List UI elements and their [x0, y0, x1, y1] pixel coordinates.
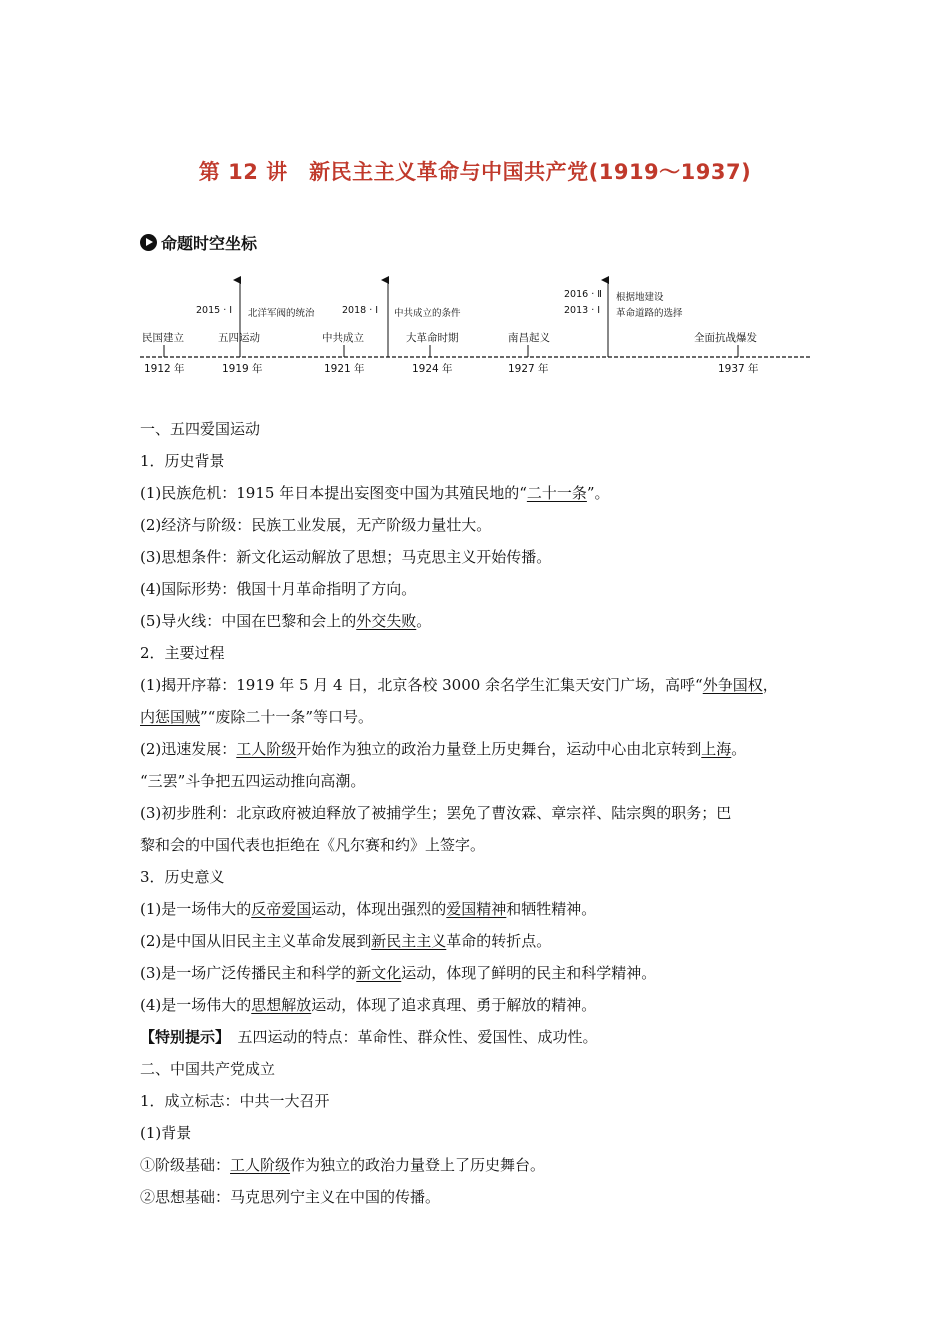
year-label: 1921 年 — [324, 363, 365, 375]
paragraph-line: ①阶级基础：工人阶级作为独立的政治力量登上了历史舞台。 — [140, 1156, 546, 1174]
keyword-underline: 内惩国贼 — [140, 708, 201, 726]
paragraph-line: (1)民族危机：1915 年日本提出妄图变中国为其殖民地的“二十一条”。 — [140, 484, 610, 502]
subheading: 2．主要过程 — [140, 644, 225, 662]
year-label: 1924 年 — [412, 363, 453, 375]
paragraph-line: (3)是一场广泛传播民主和科学的新文化运动，体现了鲜明的民主和科学精神。 — [140, 964, 657, 982]
section-heading-2: 二、中国共产党成立 — [140, 1060, 276, 1078]
paragraph-line: ②思想基础：马克思列宁主义在中国的传播。 — [140, 1188, 441, 1206]
subheading: 1．成立标志：中共一大召开 — [140, 1092, 330, 1110]
keyword-underline: 新文化 — [356, 964, 402, 982]
exam-tag-2015: 2015 · Ⅰ — [196, 305, 233, 316]
subheading: 3．历史意义 — [140, 868, 225, 886]
keyword-underline: 二十一条 — [526, 484, 587, 502]
keyword-underline: 爱国精神 — [446, 900, 507, 918]
timeline-diagram — [136, 275, 816, 385]
event-label: 民国建立 — [142, 332, 184, 344]
keyword-underline: 工人阶级 — [230, 1156, 291, 1174]
paragraph-line: 内惩国贼”“废除二十一条”等口号。 — [140, 708, 374, 726]
paragraph-line: “三罢”斗争把五四运动推向高潮。 — [140, 772, 366, 790]
event-label: 五四运动 — [218, 332, 260, 344]
play-icon — [140, 234, 157, 251]
section-heading-1: 一、五四爱国运动 — [140, 420, 261, 438]
keyword-underline: 新民主主义 — [371, 932, 447, 950]
special-tip-label: 【特别提示】 — [140, 1028, 223, 1046]
keyword-underline: 工人阶级 — [236, 740, 297, 758]
topic-revolution-path: 革命道路的选择 — [616, 308, 683, 319]
section-label: 命题时空坐标 — [161, 234, 258, 253]
keyword-underline: 外交失败 — [356, 612, 417, 630]
paragraph-line: (4)是一场伟大的思想解放运动，体现了追求真理、勇于解放的精神。 — [140, 996, 597, 1014]
exam-tag-2018: 2018 · Ⅰ — [342, 305, 379, 316]
topic-ccp-conditions: 中共成立的条件 — [394, 308, 461, 319]
keyword-underline: 反帝爱国 — [251, 900, 312, 918]
paragraph-line: (1)是一场伟大的反帝爱国运动，体现出强烈的爱国精神和牺牲精神。 — [140, 900, 597, 918]
keyword-underline: 上海 — [701, 740, 732, 758]
paragraph-line: (3)思想条件：新文化运动解放了思想；马克思主义开始传播。 — [140, 548, 552, 566]
topic-base-area: 根据地建设 — [616, 292, 664, 303]
event-label: 大革命时期 — [406, 332, 459, 344]
paragraph-line: (1)揭开序幕：1919 年 5 月 4 日，北京各校 3000 余名学生汇集天安门广场，高呼“外争国权， — [140, 676, 778, 694]
paragraph-line: (5)导火线：中国在巴黎和会上的外交失败。 — [140, 612, 432, 630]
exam-tag-2013: 2013 · Ⅰ — [564, 305, 601, 316]
event-label: 全面抗战爆发 — [694, 332, 757, 344]
document-body — [140, 413, 820, 1213]
page-title: 第 12 讲 新民主主义革命与中国共产党(1919～1937) — [198, 160, 752, 184]
paragraph-line: (2)是中国从旧民主主义革命发展到新民主主义革命的转折点。 — [140, 932, 552, 950]
year-label: 1919 年 — [222, 363, 263, 375]
paragraph-line: (2)迅速发展：工人阶级开始作为独立的政治力量登上历史舞台，运动中心由北京转到上海。 — [140, 740, 747, 758]
paragraph-line: (1)背景 — [140, 1124, 192, 1142]
keyword-underline: 外争国权 — [702, 676, 763, 694]
event-label: 南昌起义 — [508, 332, 550, 344]
year-label: 1927 年 — [508, 363, 549, 375]
event-label: 中共成立 — [322, 332, 364, 344]
paragraph-line: 黎和会的中国代表也拒绝在《凡尔赛和约》上签字。 — [140, 836, 486, 854]
exam-tag-2016: 2016 · Ⅱ — [564, 289, 602, 300]
subheading: 1．历史背景 — [140, 452, 225, 470]
paragraph-line: (4)国际形势：俄国十月革命指明了方向。 — [140, 580, 417, 598]
year-label: 1912 年 — [144, 363, 185, 375]
paragraph-line: (3)初步胜利：北京政府被迫释放了被捕学生；罢免了曹汝霖、章宗祥、陆宗舆的职务；巴 — [140, 804, 732, 822]
year-label: 1937 年 — [718, 363, 759, 375]
paragraph-line: (2)经济与阶级：民族工业发展，无产阶级力量壮大。 — [140, 516, 492, 534]
topic-beiyang: 北洋军阀的统治 — [248, 308, 315, 319]
special-tip: 【特别提示】 五四运动的特点：革命性、群众性、爱国性、成功性。 — [140, 1028, 598, 1046]
section-heading — [140, 231, 257, 254]
keyword-underline: 思想解放 — [251, 996, 312, 1014]
